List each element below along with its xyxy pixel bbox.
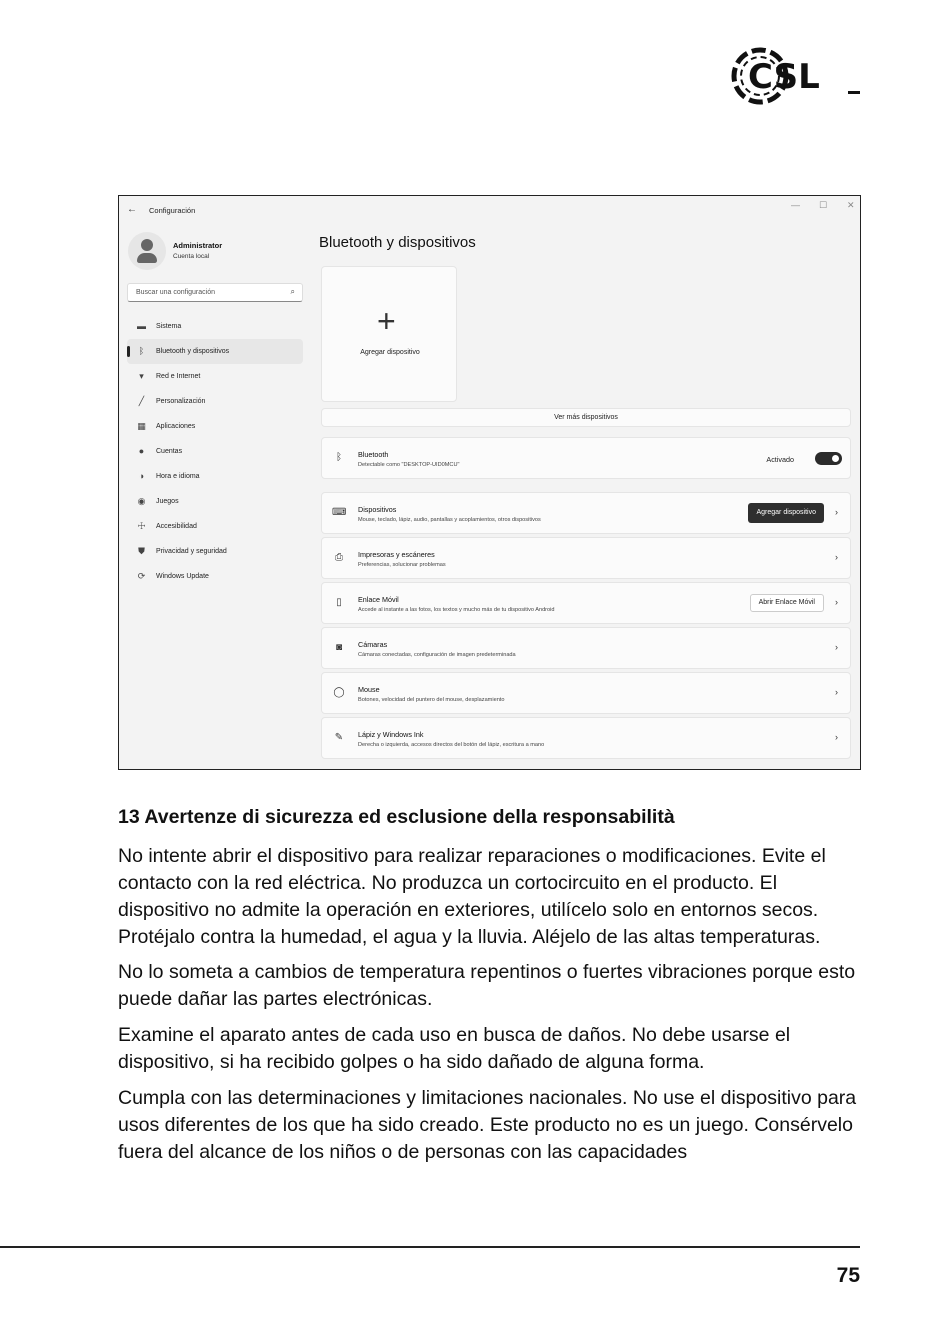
section-heading: 13 Avertenze di sicurezza ed esclusione della responsabilità: [118, 806, 675, 828]
wifi-icon: ▾: [139, 371, 144, 381]
row-title: Impresoras y escáneres: [358, 550, 435, 559]
chevron-right-icon: ›: [835, 687, 838, 697]
phone-icon: ▯: [336, 597, 342, 608]
row-subtitle: Mouse, teclado, lápiz, audio, pantallas y acoplamientos, otros dispositivos: [358, 517, 541, 523]
row-subtitle: Botones, velocidad del puntero del mouse, desplazamiento: [358, 697, 505, 703]
avatar: [128, 232, 166, 270]
search-icon: ⌕: [290, 287, 295, 296]
search-placeholder: Buscar una configuración: [136, 289, 215, 296]
csl-logo: [730, 42, 862, 110]
printers-row[interactable]: [321, 537, 851, 579]
settings-screenshot: [118, 195, 861, 770]
sidebar-item-sistema[interactable]: [119, 314, 309, 339]
app-title: Configuración: [149, 206, 196, 215]
main-content: [309, 224, 860, 769]
phone-link-row[interactable]: [321, 582, 851, 624]
add-device-card[interactable]: [321, 266, 457, 402]
sidebar-item-label: Cuentas: [156, 448, 183, 455]
row-title: Dispositivos: [358, 505, 397, 514]
keyboard-icon: ⌨: [332, 507, 347, 518]
brush-icon: ╱: [138, 396, 145, 406]
sidebar-item-personalizacion[interactable]: [119, 389, 309, 414]
sidebar-item-label: Bluetooth y dispositivos: [156, 348, 230, 355]
chevron-right-icon: ›: [835, 597, 838, 607]
sidebar-item-windows-update[interactable]: [119, 564, 309, 589]
row-title: Bluetooth: [358, 450, 389, 459]
sidebar: [119, 224, 309, 769]
shield-icon: ⛊: [138, 546, 145, 556]
page-title: Bluetooth y dispositivos: [319, 234, 476, 251]
row-title: Mouse: [358, 685, 380, 694]
row-title: Enlace Móvil: [358, 595, 399, 604]
maximize-icon[interactable]: ☐: [819, 200, 828, 210]
see-more-devices-button[interactable]: Ver más dispositivos: [321, 408, 851, 427]
sidebar-item-label: Windows Update: [156, 573, 209, 580]
bluetooth-row: [321, 437, 851, 479]
devices-row[interactable]: [321, 492, 851, 534]
sidebar-item-accesibilidad[interactable]: [119, 514, 309, 539]
person-icon: ●: [138, 446, 145, 456]
sidebar-item-label: Personalización: [156, 398, 206, 405]
sidebar-item-label: Sistema: [156, 323, 182, 330]
row-subtitle: Preferencias, solucionar problemas: [358, 562, 446, 568]
footer-rule: [0, 1246, 860, 1248]
chevron-right-icon: ›: [835, 732, 838, 742]
sidebar-item-label: Red e Internet: [156, 373, 201, 380]
add-device-label: Agregar dispositivo: [360, 349, 420, 356]
pen-icon: ✎: [334, 732, 344, 743]
cameras-row[interactable]: [321, 627, 851, 669]
clock-globe-icon: ◑: [138, 471, 145, 481]
mouse-row[interactable]: [321, 672, 851, 714]
title-bar: [119, 196, 860, 224]
sidebar-item-hora[interactable]: [119, 464, 309, 489]
apps-icon: ▦: [137, 421, 146, 431]
toggle-state-label: Activado: [766, 455, 794, 464]
camera-icon: ◙: [335, 642, 343, 653]
row-title: Cámaras: [358, 640, 388, 649]
bluetooth-icon: ᛒ: [336, 452, 342, 463]
paragraph: No intente abrir el dispositivo para realizar reparaciones o modificaciones. Evite el contacto con la red eléctrica. No produzca un cortocircuito en el producto. El dispositivo no admite la operación en exteriores, utilícelo solo en entornos secos. Protéjalo contra la humedad, el agua y la lluvia. Aléjelo de las altas temperaturas.: [118, 845, 826, 948]
paragraph: Examine el aparato antes de cada uso en busca de daños. No debe usarse el dispositivo, si ha recibido golpes o ha sido dañado de alguna forma.: [118, 1024, 791, 1073]
update-icon: ⟳: [137, 571, 146, 581]
sidebar-item-label: Aplicaciones: [156, 423, 196, 430]
printer-icon: ⎙: [335, 552, 343, 563]
row-subtitle: Accede al instante a las fotos, los textos y mucho más de tu dispositivo Android: [358, 607, 555, 613]
monitor-icon: ▬: [137, 321, 146, 331]
sidebar-item-cuentas[interactable]: [119, 439, 309, 464]
chevron-right-icon: ›: [835, 552, 838, 562]
account-type: Cuenta local: [173, 253, 210, 260]
minimize-icon[interactable]: —: [791, 200, 800, 210]
sidebar-item-bluetooth[interactable]: [127, 339, 303, 364]
search-input[interactable]: [127, 283, 303, 302]
add-device-button[interactable]: Agregar dispositivo: [748, 503, 824, 523]
bluetooth-icon: ᛒ: [138, 346, 145, 356]
row-title: Lápiz y Windows Ink: [358, 730, 424, 739]
active-indicator: [127, 346, 130, 357]
sidebar-item-label: Juegos: [156, 498, 179, 505]
sidebar-item-label: Accesibilidad: [156, 523, 197, 530]
mouse-icon: ◯: [333, 687, 345, 698]
logo-text: CSL: [748, 57, 820, 97]
sidebar-item-juegos[interactable]: [119, 489, 309, 514]
open-phone-link-button[interactable]: Abrir Enlace Móvil: [750, 594, 824, 612]
row-subtitle: Derecha o izquierda, accesos directos del botón del lápiz, escritura a mano: [358, 742, 545, 748]
paragraph: Cumpla con las determinaciones y limitaciones nacionales. No use el dispositivo para usos diferentes de los que ha sido creado. Este producto no es un juego. Consérvelo fuera del alcance de los niños o de personas con las capacidades: [118, 1087, 857, 1163]
chevron-right-icon: ›: [835, 507, 838, 517]
close-icon[interactable]: ✕: [847, 200, 855, 210]
page-number: 75: [836, 1264, 860, 1287]
chevron-right-icon: ›: [835, 642, 838, 652]
sidebar-nav: [119, 314, 309, 589]
row-subtitle: Cámaras conectadas, configuración de imagen predeterminada: [358, 652, 516, 658]
sidebar-item-red[interactable]: [119, 364, 309, 389]
pen-row[interactable]: [321, 717, 851, 759]
sidebar-item-aplicaciones[interactable]: [119, 414, 309, 439]
accessibility-icon: ☩: [137, 521, 146, 531]
gamepad-icon: ◉: [137, 496, 146, 506]
row-subtitle: Detectable como "DESKTOP-UID0MCU": [358, 462, 460, 468]
paragraph: No lo someta a cambios de temperatura repentinos o fuertes vibraciones porque esto puede dañar las partes electrónicas.: [118, 961, 856, 1010]
sidebar-item-label: Privacidad y seguridad: [156, 548, 227, 555]
sidebar-item-privacidad[interactable]: [119, 539, 309, 564]
bluetooth-toggle[interactable]: [815, 452, 842, 465]
back-arrow-icon[interactable]: ←: [127, 204, 137, 215]
sidebar-item-label: Hora e idioma: [156, 473, 200, 480]
plus-icon: +: [377, 303, 396, 339]
user-name: Administrator: [173, 241, 223, 250]
